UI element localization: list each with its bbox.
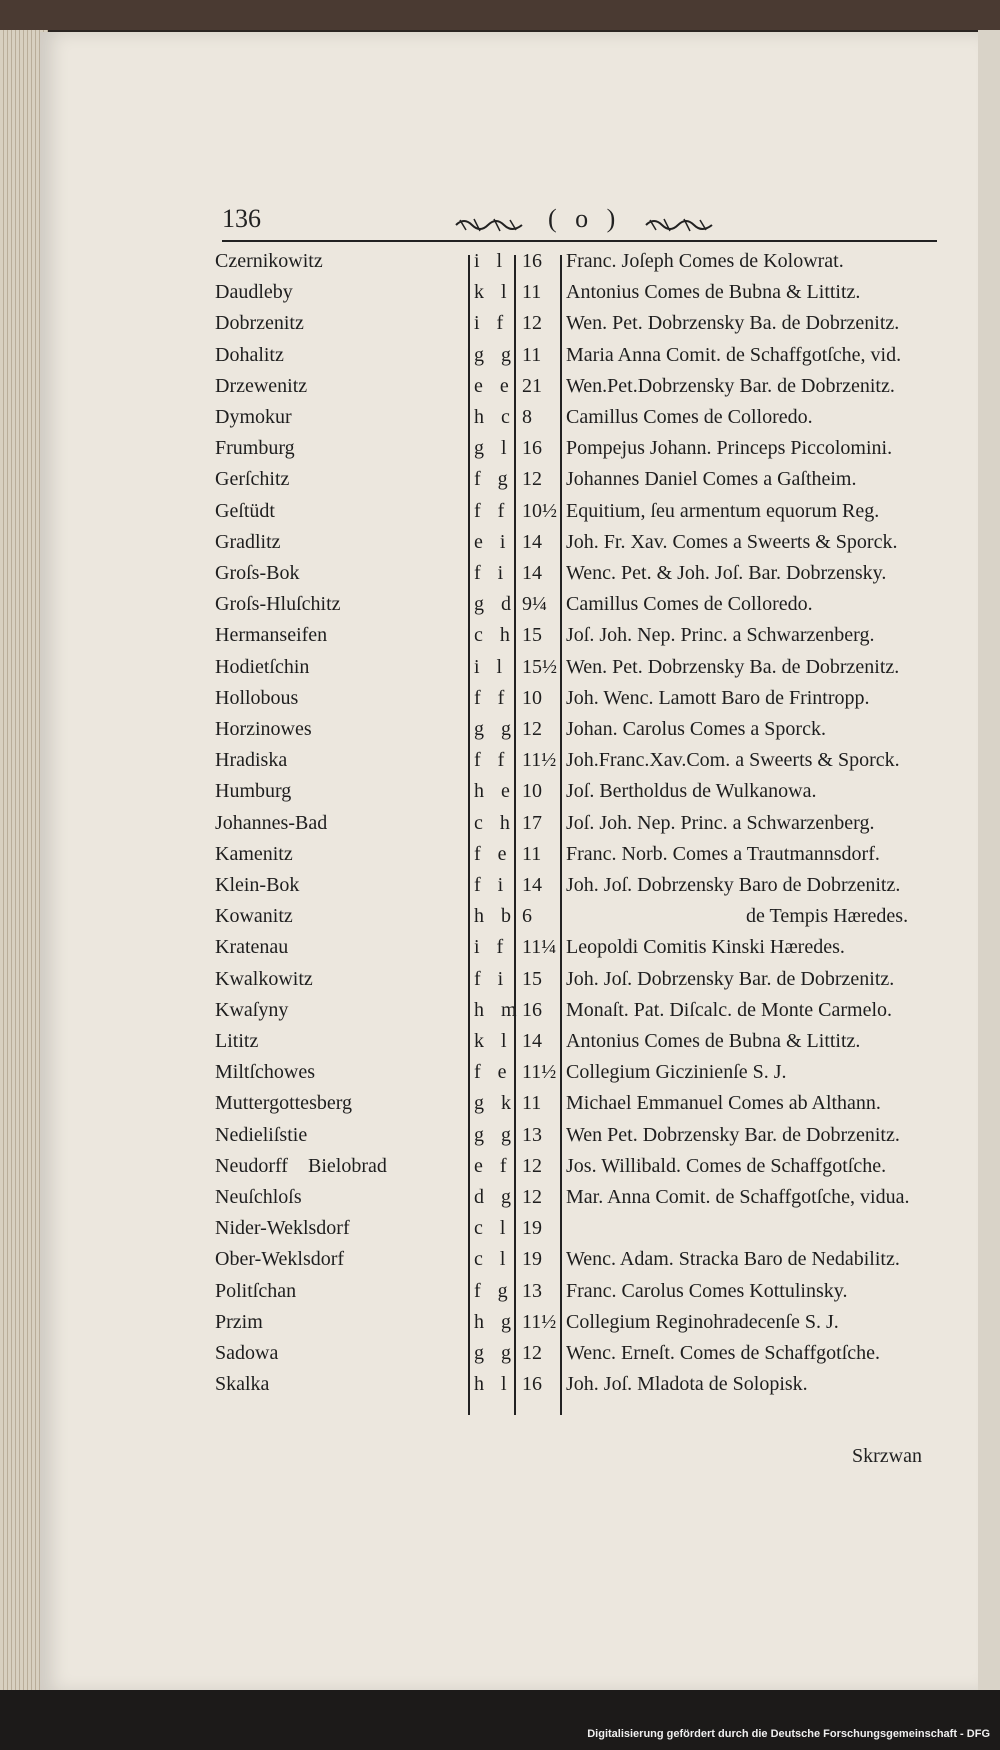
grid-letters: c h: [474, 811, 516, 834]
owner-name: Collegium Giczinienſe S. J.: [566, 1061, 787, 1084]
running-header: [454, 204, 714, 236]
scan-bottom-band: [0, 1690, 1000, 1750]
table-row: [0, 1184, 1000, 1215]
place-name: Nedieliſstie: [215, 1123, 308, 1146]
place-name: Lititz: [215, 1030, 259, 1052]
owner-name: Wen.Pet.Dobrzensky Bar. de Dobrzenitz.: [566, 374, 895, 397]
place-name: Neuſchloſs: [215, 1186, 302, 1208]
owner-name: Joh.Franc.Xav.Com. a Sweerts & Sporck.: [566, 749, 900, 772]
owner-name: Antonius Comes de Bubna & Littitz.: [566, 281, 861, 304]
grid-letters: g g: [474, 1342, 517, 1364]
owner-name: Joh. Fr. Xav. Comes a Sweerts & Sporck.: [566, 530, 898, 553]
table-row: [0, 685, 1000, 716]
table-row: [0, 1246, 1000, 1277]
owner-name: Joh. Joſ. Mladota de Solopisk.: [566, 1373, 808, 1396]
table-row: [0, 560, 1000, 591]
grid-letters: h b: [474, 905, 517, 928]
distance-number: 12: [522, 312, 542, 335]
distance-number: 8: [522, 406, 532, 428]
distance-number: 14: [522, 530, 542, 553]
owner-name: Joſ. Joh. Nep. Princ. a Schwarzenberg.: [566, 624, 875, 647]
grid-letters: h g: [474, 1310, 517, 1333]
table-row: [0, 404, 1000, 435]
grid-letters: c h: [474, 624, 516, 647]
place-name: Gerſchitz: [215, 468, 290, 491]
grid-letters: g d: [474, 593, 517, 616]
table-row: [0, 248, 1000, 279]
owner-name: Wen. Pet. Dobrzensky Ba. de Dobrzenitz.: [566, 655, 900, 678]
place-name: Gradlitz: [215, 530, 281, 553]
table-row: [0, 778, 1000, 809]
distance-number: 19: [522, 1248, 542, 1271]
grid-letters: f f: [474, 686, 511, 709]
table-row: [0, 934, 1000, 965]
distance-number: 10½: [522, 499, 557, 522]
distance-number: 14: [522, 1030, 542, 1052]
table-row: [0, 747, 1000, 778]
digitization-footer: Digitalisierung gefördert durch die Deutsche Forschungsgemeinschaft - DFG: [587, 1728, 990, 1740]
grid-letters: g k: [474, 1092, 517, 1115]
place-name: Klein-Bok: [215, 874, 300, 896]
table-row: [0, 716, 1000, 747]
distance-number: 14: [522, 562, 542, 584]
right-ornament-icon: [644, 214, 714, 232]
header-rule: [222, 240, 937, 242]
table-row: [0, 279, 1000, 310]
distance-number: 19: [522, 1217, 542, 1240]
table-row: [0, 872, 1000, 903]
distance-number: 16: [522, 1373, 542, 1396]
owner-name: Camillus Comes de Colloredo.: [566, 406, 813, 428]
distance-number: 11: [522, 343, 542, 366]
distance-number: 11: [522, 842, 542, 865]
place-name: Miltſchowes: [215, 1061, 315, 1084]
owner-name: Wen Pet. Dobrzensky Bar. de Dobrzenitz.: [566, 1123, 900, 1146]
table-row: [0, 841, 1000, 872]
catchword: Skrzwan: [852, 1445, 922, 1467]
owner-name: Michael Emmanuel Comes ab Althann.: [566, 1092, 881, 1115]
place-name: Dobrzenitz: [215, 312, 304, 335]
grid-letters: g g: [474, 718, 517, 740]
grid-letters: g l: [474, 437, 513, 460]
place-name: Ober-Weklsdorf: [215, 1248, 345, 1271]
distance-number: 16: [522, 998, 542, 1021]
grid-letters: i f: [474, 936, 510, 959]
place-name: Przim: [215, 1310, 263, 1333]
table-row: [0, 342, 1000, 373]
distance-number: 11½: [522, 1310, 557, 1333]
place-name: Kwaſyny: [215, 998, 289, 1021]
owner-name: Equitium, ſeu armentum equorum Reg.: [566, 499, 880, 522]
table-row: [0, 1028, 1000, 1059]
distance-number: 12: [522, 718, 542, 740]
table-row: [0, 1371, 1000, 1402]
distance-number: 11½: [522, 749, 557, 772]
distance-number: 10: [522, 686, 542, 709]
grid-letters: g g: [474, 343, 517, 366]
distance-number: 10: [522, 780, 542, 803]
grid-letters: f e: [474, 1061, 513, 1084]
table-row: [0, 1090, 1000, 1121]
grid-letters: k l: [474, 1030, 513, 1052]
place-name: Czernikowitz: [215, 250, 323, 272]
owner-name: Wenc. Adam. Stracka Baro de Nedabilitz.: [566, 1248, 900, 1271]
place-name: Skalka: [215, 1373, 270, 1396]
table-row: [0, 1153, 1000, 1184]
owner-name: Joſ. Bertholdus de Wulkanowa.: [566, 780, 817, 803]
grid-letters: c l: [474, 1217, 512, 1240]
owner-name: Mar. Anna Comit. de Schaffgotſche, vidua.: [566, 1186, 910, 1208]
grid-letters: e i: [474, 530, 512, 553]
table-row: [0, 966, 1000, 997]
place-name: Kwalkowitz: [215, 967, 313, 990]
table-row: [0, 466, 1000, 497]
distance-number: 11¼: [522, 936, 557, 959]
owner-name: Joſ. Joh. Nep. Princ. a Schwarzenberg.: [566, 811, 875, 834]
place-name: Geſtüdt: [215, 499, 275, 522]
table-row: [0, 622, 1000, 653]
distance-number: 11: [522, 281, 542, 304]
page-number: 136: [222, 204, 261, 233]
owner-name: Maria Anna Comit. de Schaffgotſche, vid.: [566, 343, 902, 366]
distance-number: 21: [522, 374, 542, 397]
grid-letters: f i: [474, 967, 510, 990]
grid-letters: f i: [474, 562, 510, 584]
owner-name: Johannes Daniel Comes a Gaſtheim.: [566, 468, 857, 491]
table-row: [0, 310, 1000, 341]
owner-name: Collegium Reginohradecenſe S. J.: [566, 1310, 839, 1333]
distance-number: 13: [522, 1279, 542, 1302]
table-row: [0, 1340, 1000, 1371]
grid-letters: c l: [474, 1248, 512, 1271]
distance-number: 15: [522, 967, 542, 990]
table-row: [0, 1122, 1000, 1153]
grid-letters: h e: [474, 780, 516, 803]
table-row: [0, 903, 1000, 934]
distance-number: 11: [522, 1092, 542, 1115]
owner-name: Wenc. Pet. & Joh. Joſ. Bar. Dobrzensky.: [566, 562, 887, 584]
owner-name: Wen. Pet. Dobrzensky Ba. de Dobrzenitz.: [566, 312, 900, 335]
place-name: Johannes-Bad: [215, 811, 328, 834]
grid-letters: h c: [474, 406, 516, 428]
owner-name: Monaſt. Pat. Diſcalc. de Monte Carmelo.: [566, 998, 893, 1021]
place-name: Politſchan: [215, 1279, 297, 1302]
table-row: [0, 591, 1000, 622]
place-name: Frumburg: [215, 437, 295, 460]
place-name: Groſs-Bok: [215, 562, 300, 584]
distance-number: 16: [522, 437, 542, 460]
place-name: Kamenitz: [215, 842, 293, 865]
grid-letters: d g: [474, 1186, 517, 1208]
table-row: [0, 529, 1000, 560]
owner-name: Leopoldi Comitis Kinski Hæredes.: [566, 936, 845, 959]
owner-name: Camillus Comes de Colloredo.: [566, 593, 813, 616]
place-name: Sadowa: [215, 1342, 279, 1364]
owner-name: Franc. Carolus Comes Kottulinsky.: [566, 1279, 848, 1302]
owner-name: Wenc. Erneſt. Comes de Schaffgotſche.: [566, 1342, 881, 1364]
grid-letters: f g: [474, 468, 514, 491]
distance-number: 14: [522, 874, 542, 896]
grid-letters: e f: [474, 1154, 513, 1177]
grid-letters: k l: [474, 281, 513, 304]
place-name: Groſs-Hluſchitz: [215, 593, 341, 616]
table-row: [0, 997, 1000, 1028]
owner-name: Joh. Joſ. Dobrzensky Bar. de Dobrzenitz.: [566, 967, 895, 990]
place-name: Neudorff: [215, 1154, 288, 1177]
owner-name-continued: de Tempis Hæredes.: [746, 905, 909, 928]
place-name-italic: Bielobrad: [308, 1154, 387, 1177]
owner-name: Joh. Joſ. Dobrzensky Baro de Dobrzenitz.: [566, 874, 901, 896]
grid-letters: f e: [474, 842, 513, 865]
owner-name: Pompejus Johann. Princeps Piccolomini.: [566, 437, 893, 460]
place-name: Humburg: [215, 780, 292, 803]
distance-number: 13: [522, 1123, 542, 1146]
place-name: Muttergottesberg: [215, 1092, 353, 1115]
owner-name: Antonius Comes de Bubna & Littitz.: [566, 1030, 861, 1052]
distance-number: 16: [522, 250, 542, 272]
place-name: Drzewenitz: [215, 374, 308, 397]
distance-number: 12: [522, 1342, 542, 1364]
grid-letters: h m: [474, 998, 523, 1021]
place-name: Hollobous: [215, 686, 299, 709]
place-name: Kowanitz: [215, 905, 293, 928]
distance-number: 9¼: [522, 593, 547, 616]
grid-letters: f i: [474, 874, 510, 896]
distance-number: 11½: [522, 1061, 557, 1084]
grid-letters: f f: [474, 499, 511, 522]
header-symbol: ( o ): [548, 204, 622, 233]
grid-letters: i l: [474, 250, 509, 272]
grid-letters: f g: [474, 1279, 514, 1302]
grid-letters: i f: [474, 312, 510, 335]
table-row: [0, 654, 1000, 685]
distance-number: 15: [522, 624, 542, 647]
distance-number: 6: [522, 905, 532, 928]
table-row: [0, 1278, 1000, 1309]
grid-letters: g g: [474, 1123, 517, 1146]
grid-letters: i l: [474, 655, 509, 678]
owner-name: Johan. Carolus Comes a Sporck.: [566, 718, 826, 740]
table-row: [0, 1215, 1000, 1246]
grid-letters: h l: [474, 1373, 513, 1396]
grid-letters: f f: [474, 749, 511, 772]
place-name: Dohalitz: [215, 343, 284, 366]
distance-number: 12: [522, 1154, 542, 1177]
scan-top-edge: [0, 0, 1000, 30]
table-row: [0, 373, 1000, 404]
left-ornament-icon: [454, 214, 524, 232]
place-name: Dymokur: [215, 406, 292, 428]
distance-number: 15½: [522, 655, 557, 678]
place-name: Daudleby: [215, 281, 293, 304]
table-row: [0, 1059, 1000, 1090]
table-row: [0, 435, 1000, 466]
owner-name: Joh. Wenc. Lamott Baro de Frintropp.: [566, 686, 870, 709]
distance-number: 17: [522, 811, 542, 834]
distance-number: 12: [522, 1186, 542, 1208]
table-row: [0, 810, 1000, 841]
owner-name: Franc. Joſeph Comes de Kolowrat.: [566, 250, 844, 272]
table-row: [0, 498, 1000, 529]
place-name: Hodietſchin: [215, 655, 310, 678]
place-name: Hermanseifen: [215, 624, 328, 647]
table-row: [0, 1309, 1000, 1340]
place-name: Nider-Weklsdorf: [215, 1217, 350, 1240]
place-name: Horzinowes: [215, 718, 312, 740]
place-name: Hradiska: [215, 749, 288, 772]
distance-number: 12: [522, 468, 542, 491]
owner-name: Jos. Willibald. Comes de Schaffgotſche.: [566, 1154, 887, 1177]
owner-name: Franc. Norb. Comes a Trautmannsdorf.: [566, 842, 880, 865]
place-name: Kratenau: [215, 936, 289, 959]
grid-letters: e e: [474, 374, 515, 397]
